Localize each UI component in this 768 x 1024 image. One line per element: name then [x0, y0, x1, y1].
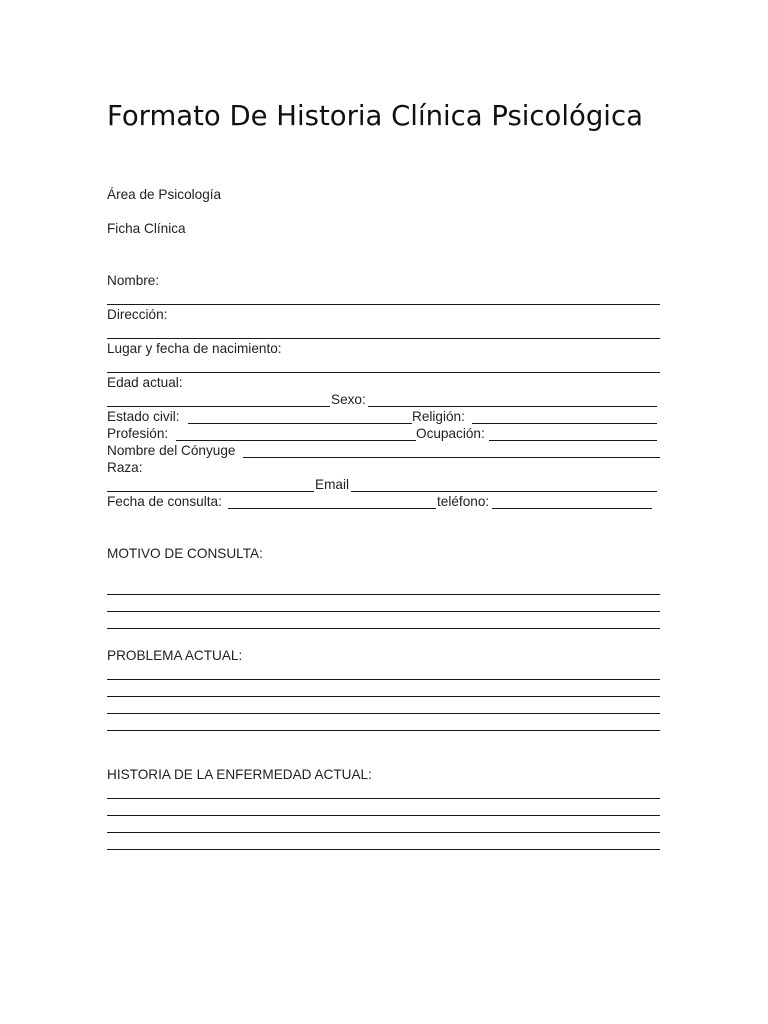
direccion-line — [107, 338, 660, 339]
conyuge-label: Nombre del Cónyuge — [107, 443, 236, 458]
historia-line — [107, 815, 660, 816]
religion-label: Religión: — [412, 409, 465, 424]
religion-line — [472, 423, 657, 424]
telefono-line — [492, 508, 652, 509]
fecha-consulta-line — [228, 508, 436, 509]
direccion-label: Dirección: — [107, 307, 168, 322]
raza-line — [107, 491, 314, 492]
ocupacion-line — [489, 440, 657, 441]
problema-heading: PROBLEMA ACTUAL: — [107, 648, 243, 663]
ocupacion-label: Ocupación: — [416, 426, 485, 441]
problema-line — [107, 730, 660, 731]
area-label: Área de Psicología — [107, 187, 222, 202]
profesion-label: Profesión: — [107, 426, 169, 441]
problema-line — [107, 696, 660, 697]
estado-civil-line — [188, 423, 412, 424]
document-title: Formato De Historia Clínica Psicológica — [107, 100, 643, 132]
historia-line — [107, 798, 660, 799]
sexo-line — [368, 406, 657, 407]
nombre-label: Nombre: — [107, 273, 160, 288]
historia-line — [107, 849, 660, 850]
problema-line — [107, 679, 660, 680]
sexo-label: Sexo: — [331, 392, 366, 407]
motivo-line — [107, 594, 660, 595]
email-line — [351, 491, 657, 492]
problema-line — [107, 713, 660, 714]
motivo-line — [107, 611, 660, 612]
motivo-line — [107, 628, 660, 629]
motivo-heading: MOTIVO DE CONSULTA: — [107, 546, 263, 561]
edad-label: Edad actual: — [107, 375, 183, 390]
telefono-label: teléfono: — [437, 494, 490, 509]
nombre-line — [107, 304, 660, 305]
estado-civil-label: Estado civil: — [107, 409, 180, 424]
lugar-fecha-label: Lugar y fecha de nacimiento: — [107, 341, 282, 356]
historia-heading: HISTORIA DE LA ENFERMEDAD ACTUAL: — [107, 767, 372, 782]
fecha-consulta-label: Fecha de consulta: — [107, 494, 222, 509]
historia-line — [107, 832, 660, 833]
conyuge-line — [243, 457, 660, 458]
ficha-label: Ficha Clínica — [107, 221, 186, 236]
email-label: Email — [315, 477, 349, 492]
lugar-fecha-line — [107, 372, 660, 373]
raza-label: Raza: — [107, 460, 143, 475]
edad-line — [107, 406, 330, 407]
profesion-line — [176, 440, 416, 441]
